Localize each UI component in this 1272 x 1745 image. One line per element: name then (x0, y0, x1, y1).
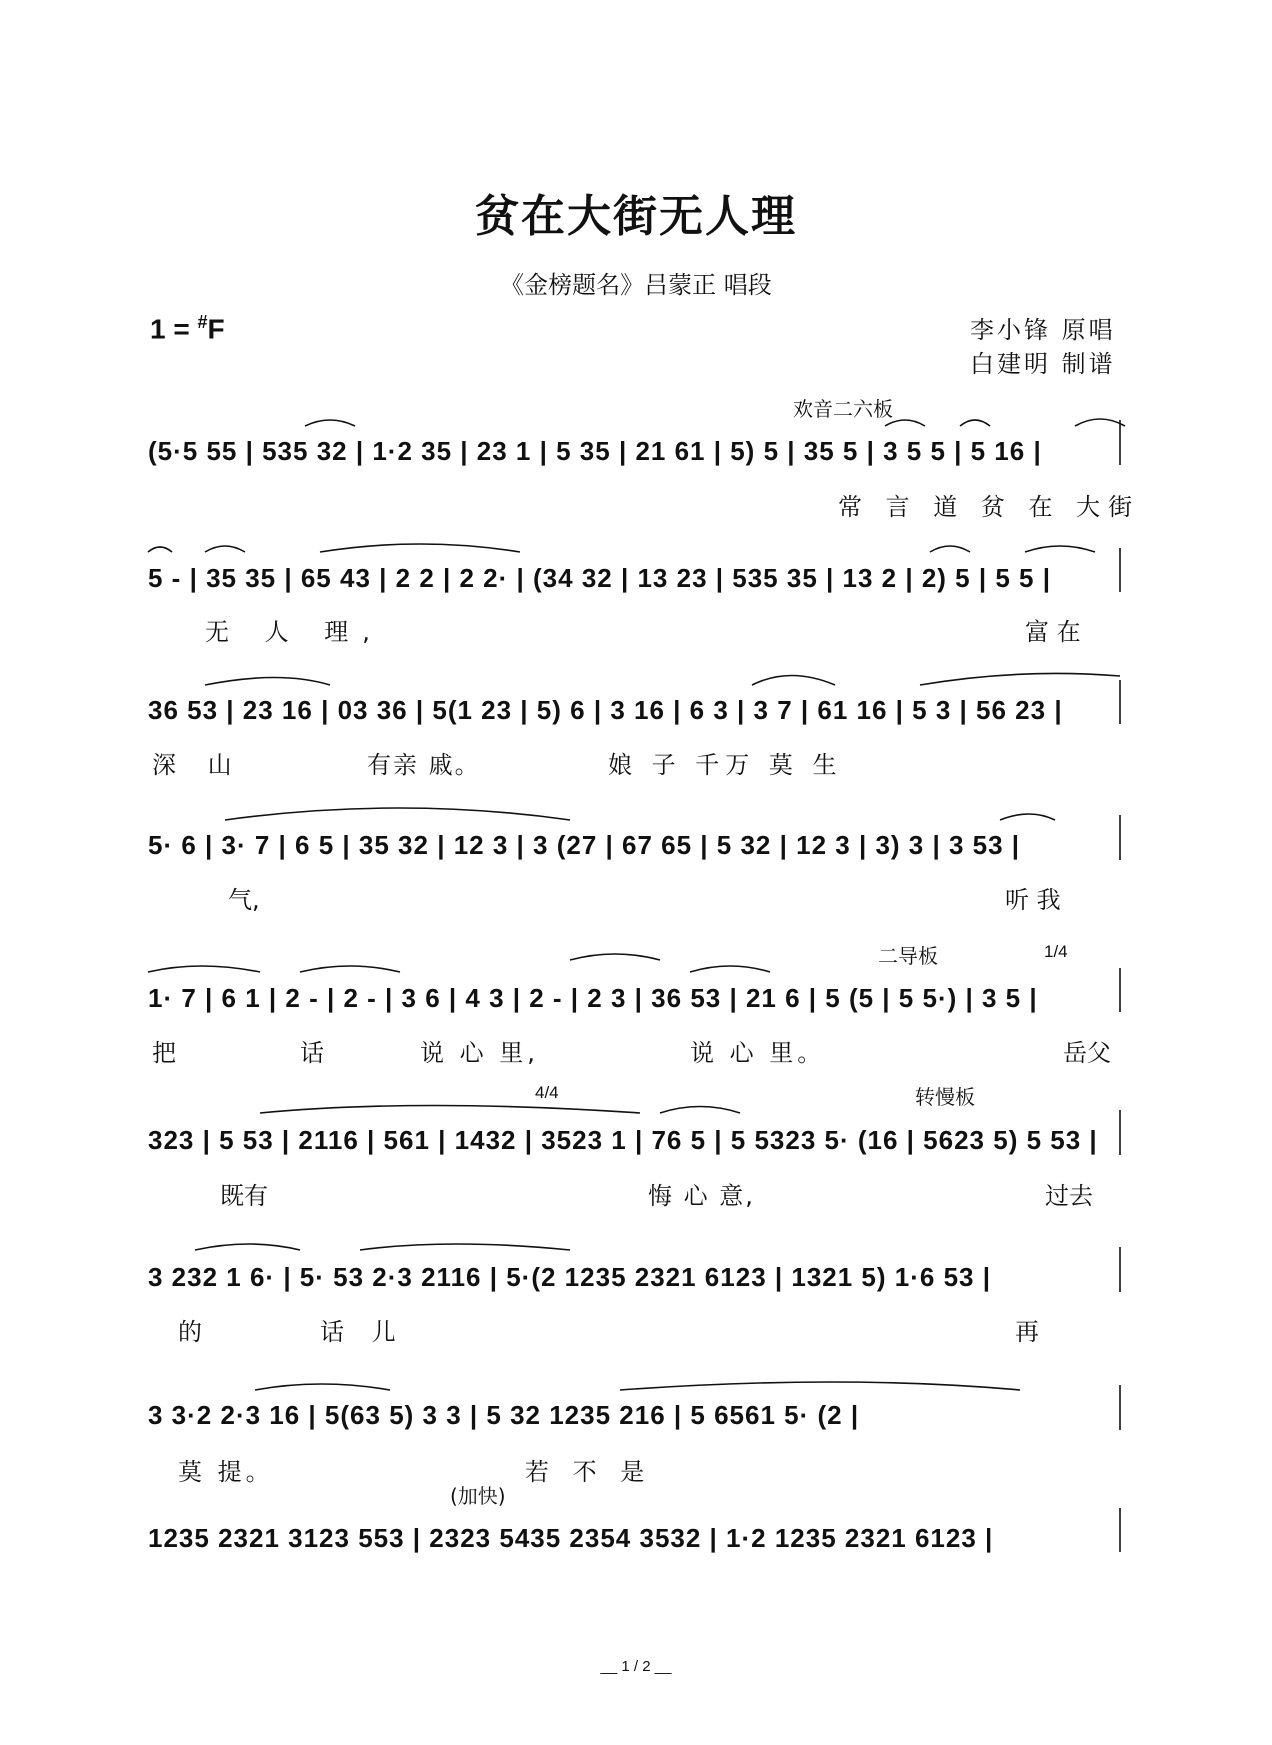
slur (360, 1244, 570, 1250)
tempo-label: 二导板 (878, 944, 938, 968)
lyric-line-5b: 话 (300, 1039, 324, 1067)
lyric-line-7b: 话 儿 (320, 1318, 406, 1346)
lyric-line-7a: 的 (178, 1318, 202, 1346)
slur (930, 546, 970, 552)
lyric-line-2b: 富 在 (1025, 618, 1081, 646)
lyric-line-8a: 莫 提。 (178, 1458, 274, 1486)
lyric-line-6b: 悔 心 意, (648, 1182, 755, 1210)
slur (960, 420, 990, 426)
lyric-line-1: 常 言 道 贫 在 大街 (838, 493, 1141, 521)
lyric-line-8b: 若 不 是 (525, 1458, 653, 1486)
tempo-label: 转慢板 (915, 1085, 975, 1109)
score-title: 贫在大街无人理 (475, 191, 797, 242)
key-note: F (207, 313, 225, 345)
lyric-line-7c: 再 (1015, 1318, 1039, 1346)
music-line-6: 323 | 5 53 | 2116 | 561 | 1432 | 3523 1 | 76 5 | 5 5323 5· (16 | 5623 5) 5 53 | (148, 1125, 1098, 1155)
tempo-label: 欢音二六板 (793, 397, 893, 421)
slur (205, 678, 330, 686)
slur (148, 966, 260, 972)
lyric-line-5a: 把 (152, 1039, 176, 1067)
lyric-line-5e: 岳父 (1063, 1039, 1111, 1067)
page-number-text: 1 / 2 (621, 1658, 651, 1675)
score-subtitle: 《金榜题名》吕蒙正 唱段 (500, 271, 772, 299)
music-line-8: 3 3·2 2·3 16 | 5(63 5) 3 3 | 5 32 1235 216 | 5 6561 5· (2 | (148, 1400, 860, 1430)
slur (690, 966, 770, 972)
slur (660, 1107, 740, 1114)
slur (195, 1244, 300, 1250)
lyric-line-4a: 气, (228, 886, 260, 914)
lyric-line-6c: 过去 (1045, 1182, 1093, 1210)
tempo-label: (加快) (450, 1484, 506, 1508)
music-line-4: 5· 6 | 3· 7 | 6 5 | 35 32 | 12 3 | 3 (27 | 67 65 | 5 32 | 12 3 | 3) 3 | 3 53 | (148, 830, 1021, 860)
lyric-line-6a: 既有 (220, 1182, 268, 1210)
page-number: __ 1 / 2 __ (600, 1658, 672, 1675)
lyric-line-5c: 说 心 里, (420, 1039, 539, 1067)
music-line-7: 3 232 1 6· | 5· 53 2·3 2116 | 5·(2 1235 2321 6123 | 1321 5) 1·6 53 | (148, 1262, 991, 1292)
slur (920, 673, 1120, 685)
meter-label: 4/4 (535, 1083, 559, 1102)
slur (1025, 546, 1095, 552)
slur (320, 544, 520, 552)
slur (260, 1106, 640, 1114)
slur (1075, 419, 1125, 426)
meter-label: 1/4 (1044, 942, 1068, 961)
slur (752, 676, 835, 686)
slur (148, 547, 172, 552)
slur (205, 546, 245, 552)
lyric-line-3b: 有亲 戚。 (367, 751, 481, 779)
music-line-5: 1· 7 | 6 1 | 2 - | 2 - | 3 6 | 4 3 | 2 - | 2 3 | 36 53 | 21 6 | 5 (5 | 5 5·) | 3 5 | (148, 983, 1038, 1013)
lyric-line-4b: 听 我 (1005, 886, 1061, 914)
slur (885, 420, 925, 426)
slur (620, 1382, 1020, 1390)
key-sharp: # (197, 312, 208, 332)
slur (305, 420, 355, 426)
credit-singer: 李小锋 原唱 (970, 316, 1116, 344)
lyric-line-2a: 无 人 理, (205, 618, 384, 646)
music-line-3: 36 53 | 23 16 | 03 36 | 5(1 23 | 5) 6 | 3 16 | 6 3 | 3 7 | 61 16 | 5 3 | 56 23 | (148, 695, 1063, 725)
music-line-9: 1235 2321 3123 553 | 2323 5435 2354 3532 | 1·2 1235 2321 6123 | (148, 1523, 994, 1553)
music-line-2: 5 - | 35 35 | 65 43 | 2 2 | 2 2· | (34 32 | 13 23 | 535 35 | 13 2 | 2) 5 | 5 5 | (148, 563, 1051, 593)
music-line-1: (5·5 55 | 535 32 | 1·2 35 | 23 1 | 5 35 | 21 61 | 5) 5 | 35 5 | 3 5 5 | 5 16 | (148, 436, 1042, 466)
lyric-line-3a: 深 山 (152, 751, 244, 779)
slur (300, 966, 400, 972)
slur (225, 808, 570, 820)
slur (570, 954, 660, 960)
key-prefix: 1 = (150, 313, 198, 345)
credit-arranger: 白建明 制谱 (970, 350, 1116, 378)
slur (255, 1384, 390, 1390)
lyric-line-3c: 娘 子 千万 莫 生 (608, 751, 843, 779)
slur (1000, 814, 1055, 820)
lyric-line-5d: 说 心 里。 (690, 1039, 826, 1067)
